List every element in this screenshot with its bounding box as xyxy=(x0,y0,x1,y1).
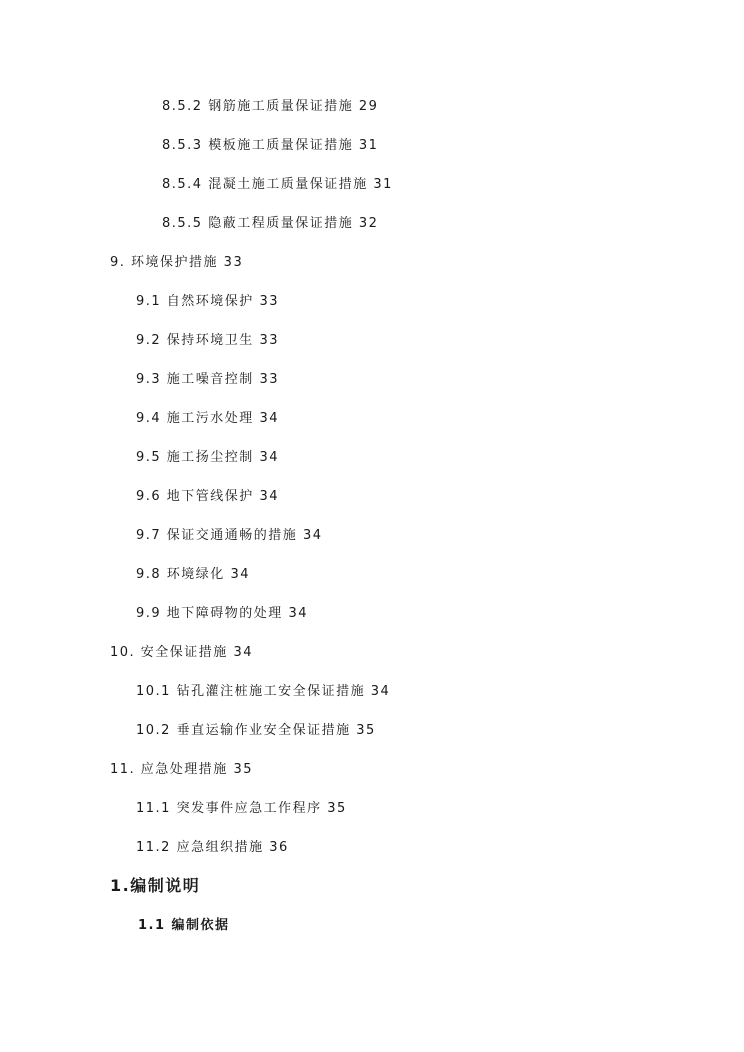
toc-line-9-1: 9.1 自然环境保护 33 xyxy=(136,294,279,309)
toc-line-11-2: 11.2 应急组织措施 36 xyxy=(136,840,289,855)
toc-line-9-2: 9.2 保持环境卫生 33 xyxy=(136,333,279,348)
toc-line-8-5-4: 8.5.4 混凝土施工质量保证措施 31 xyxy=(162,177,393,192)
section-subheading: 1.1 编制依据 xyxy=(138,918,230,933)
toc-line-9-5: 9.5 施工扬尘控制 34 xyxy=(136,450,279,465)
toc-line-9-7: 9.7 保证交通通畅的措施 34 xyxy=(136,528,323,543)
toc-line-8-5-3: 8.5.3 模板施工质量保证措施 31 xyxy=(162,138,379,153)
toc-line-11-1: 11.1 突发事件应急工作程序 35 xyxy=(136,801,347,816)
toc-line-10: 10. 安全保证措施 34 xyxy=(110,645,253,660)
toc-line-9-4: 9.4 施工污水处理 34 xyxy=(136,411,279,426)
toc-line-8-5-2: 8.5.2 钢筋施工质量保证措施 29 xyxy=(162,99,379,114)
toc-line-10-2: 10.2 垂直运输作业安全保证措施 35 xyxy=(136,723,376,738)
toc-line-11: 11. 应急处理措施 35 xyxy=(110,762,253,777)
toc-line-9-3: 9.3 施工噪音控制 33 xyxy=(136,372,279,387)
toc-line-9: 9. 环境保护措施 33 xyxy=(110,255,244,270)
toc-line-9-8: 9.8 环境绿化 34 xyxy=(136,567,250,582)
section-heading: 1.编制说明 xyxy=(110,876,201,895)
toc-line-8-5-5: 8.5.5 隐蔽工程质量保证措施 32 xyxy=(162,216,379,231)
toc-line-10-1: 10.1 钻孔灌注桩施工安全保证措施 34 xyxy=(136,684,391,699)
toc-line-9-6: 9.6 地下管线保护 34 xyxy=(136,489,279,504)
toc-line-9-9: 9.9 地下障碍物的处理 34 xyxy=(136,606,308,621)
